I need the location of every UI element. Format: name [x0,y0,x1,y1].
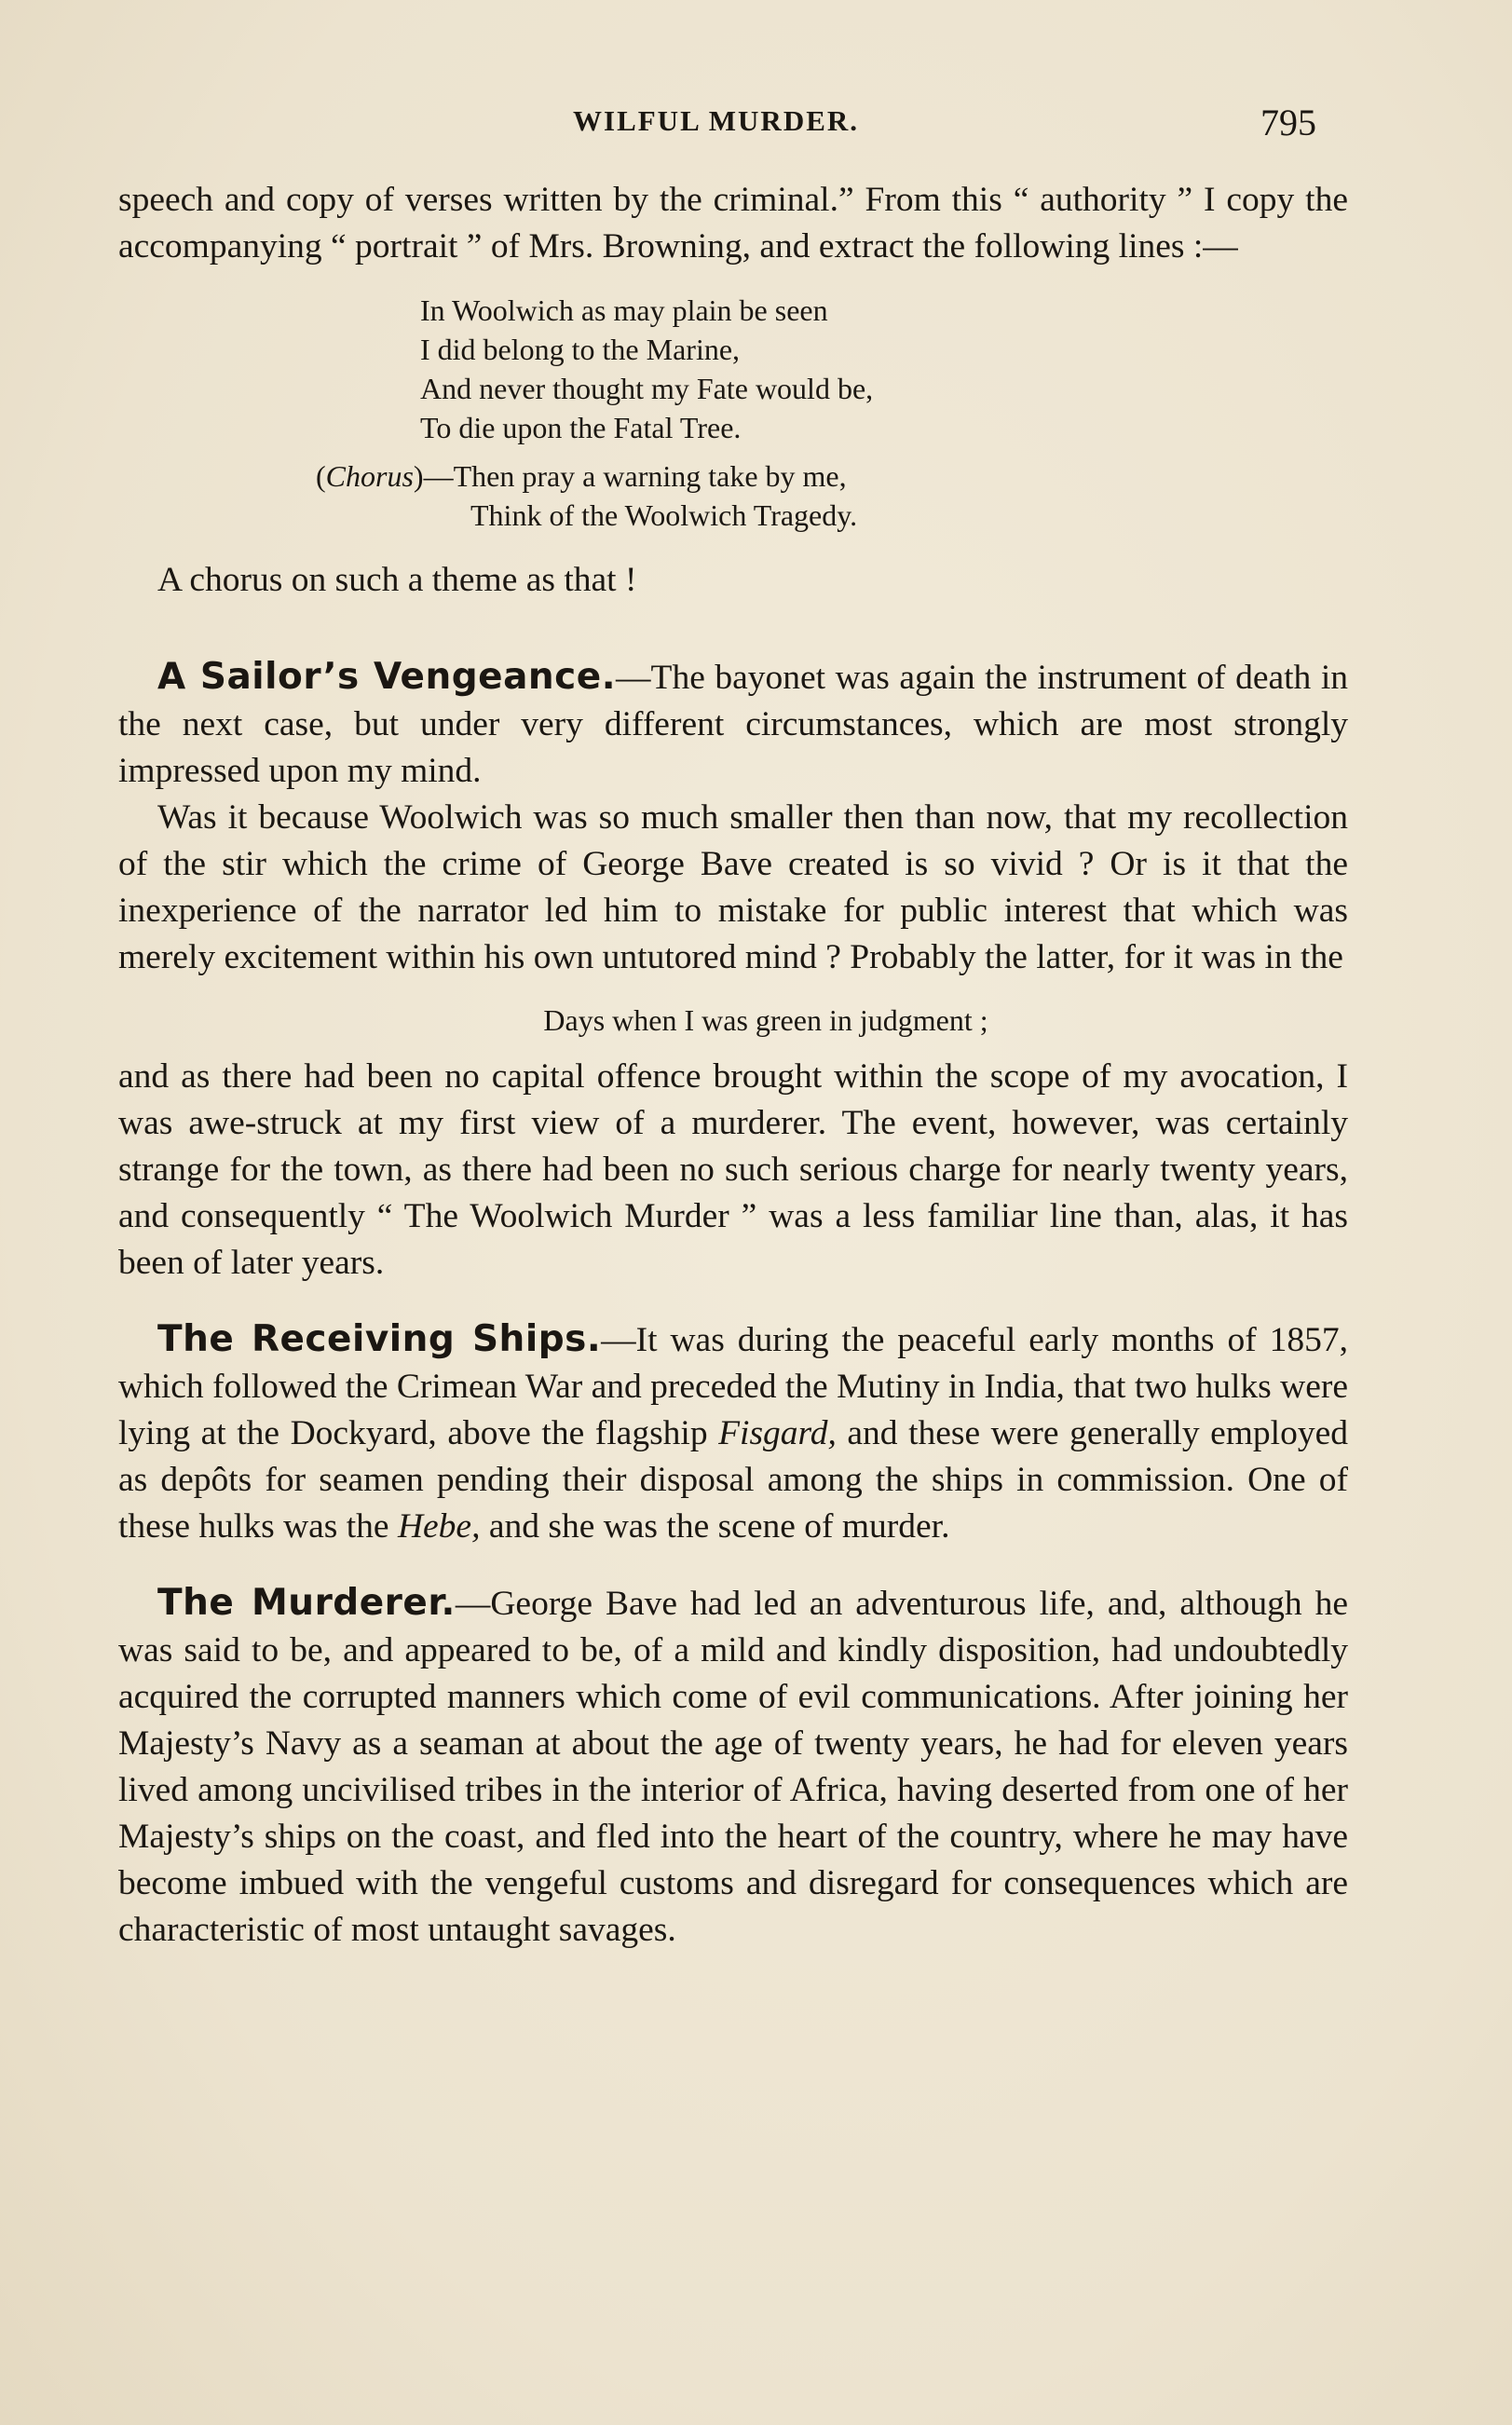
section-text: —It was during the peaceful early months of 1857, which followed the Crimean War and preceded the Mutiny in India, that two hulks were lying at the Dockyard, above the flagship [118,1321,1348,1452]
verse-line: In Woolwich as may plain be seen [420,293,828,327]
running-head [0,101,1512,147]
paragraph-chorus-remark: A chorus on such a theme as that ! [157,561,637,599]
section-heading-sailors-vengeance: A Sailor’s Vengeance. [157,656,617,698]
paragraph-sailors-vengeance [118,654,1348,795]
verse-line: And never thought my Fate would be, [420,372,874,405]
section-heading-receiving-ships: The Receiving Ships. [157,1318,602,1360]
section-text: —George Bave had led an adventurous life, and, although he was said to be, and appeared to be, of a mild and kindly disposition, had undoubtedly acquired the corrupted manners which come of evil communications. After joining her Majesty’s Navy as a seaman at about the age of twenty years, he had for eleven years lived among uncivilised tribes in the interior of Africa, having deserted from one of her Majesty’s ships on the coast, and fled into the heart of the country, where he may have become imbued with the vengeful customs and disregard for consequences which are characteristic of most untaught savages. [118,1585,1348,1949]
verse-line: To die upon the Fatal Tree. [420,411,742,444]
quoted-line: Days when I was green in judgment ; [543,1003,988,1037]
verse-line: I did belong to the Marine, [420,333,741,366]
paragraph-receiving-ships [118,1316,1348,1550]
section-text: and she was the scene of murder. [480,1507,950,1546]
verse-line: Think of the Woolwich Tragedy. [470,498,858,532]
page-number: 795 [1260,102,1316,143]
paragraph-verses-intro: speech and copy of verses written by the criminal.” From this “ authority ” I copy the accompanying “ portrait ” of Mrs. Browning, and extract the following lines :— [118,181,1348,266]
chorus-text: —Then pray a warning take by me, [423,459,847,493]
paragraph-awe-struck: and as there had been no capital offence brought within the scope of my avocation, I was awe-struck at my first view of a murderer. The event, however, was certainly strange for the town, as there had been no such serious charge for nearly twenty years, and consequently “ The Woolwich Murder ” was a less familiar line than, alas, it has been of later years. [118,1057,1348,1282]
section-heading-murderer: The Murderer. [157,1582,456,1624]
ship-name-hebe: Hebe, [397,1507,481,1546]
body-text [118,177,1348,1954]
section-text: and these were generally employed as depôts for seamen pending their disposal among the ships in commission. One of these hulks was the [118,1414,1348,1546]
chorus-label: Chorus [325,459,414,493]
verse-block [118,291,1348,535]
verse-chorus-line: (Chorus)—Then pray a warning take by me, [316,459,847,493]
section-text: —The bayonet was again the instrument of death in the next case, but under very different circumstances, which are most strongly impressed upon my mind. [118,659,1348,790]
ship-name-fisgard: Fisgard, [718,1414,837,1452]
paragraph-murderer [118,1580,1348,1954]
running-title: WILFUL MURDER. [573,104,860,137]
paragraph-recollection: Was it because Woolwich was so much smaller then than now, that my recollection of the stir which the crime of George Bave created is so vivid ? Or is it that the inexperience of the narrator led him to mistake for public interest that which was merely excitement within his own untutored mind ? Probably the latter, for it was in the [118,798,1348,976]
